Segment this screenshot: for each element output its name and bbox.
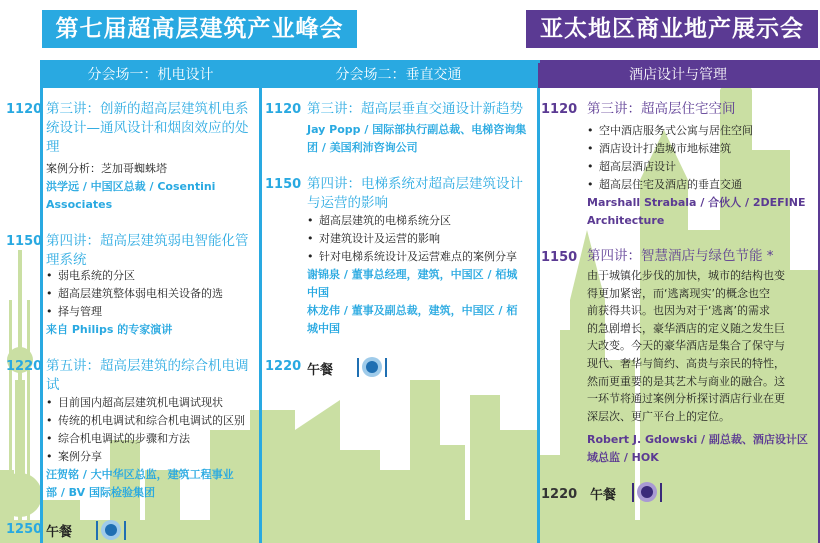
list-item: • 综合机电调试的步骤和方法	[46, 430, 260, 448]
list-item: • 传统的机电调试和综合机电调试的区别	[46, 412, 260, 430]
speaker-info: 汪贺铭 / 大中华区总监，建筑工程事业 部 / BV 国际检验集团	[46, 468, 234, 499]
column-divider	[537, 60, 540, 543]
session-title: 第四讲：电梯系统对超高层建筑设计 与运营的影响	[307, 176, 523, 211]
lunch-label: 午餐	[46, 525, 73, 540]
list-item: • 超高层建筑的电梯系统分区	[307, 212, 537, 230]
plate-and-cutlery-icon	[630, 480, 664, 505]
topic-list	[307, 212, 537, 266]
session-time: 1150	[541, 250, 578, 265]
session-title: 第三讲：超高层住宅空间	[587, 101, 736, 117]
exhibition-banner: 亚太地区商业地产展示会	[526, 10, 818, 48]
list-item: • 弱电系统的分区	[46, 267, 256, 285]
list-item: • 超高层建筑整体弱电相关设备的选	[46, 285, 256, 303]
session-title: 第三讲：超高层垂直交通设计新趋势	[307, 101, 523, 117]
list-item: • 超高层酒店设计	[587, 158, 815, 176]
case-study-label: 案例分析：芝加哥蜘蛛塔	[46, 162, 167, 175]
speaker-info: Jay Popp / 国际部执行副总裁、电梯咨询集 团 / 美国利沛咨询公司	[307, 123, 527, 154]
list-item: • 针对电梯系统设计及运营难点的案例分享	[307, 248, 537, 266]
lunch-label: 午餐	[307, 363, 334, 378]
column-header-mep: 分会场一：机电设计	[42, 63, 259, 88]
topic-list	[46, 267, 256, 321]
speaker-info: 谢锦泉 / 董事总经理，建筑，中国区 / 栢城 中国 林龙伟 / 董事及副总裁，建筑，中国区 / 栢 城中国	[307, 268, 518, 335]
session-time: 1220	[6, 359, 43, 374]
lunch-label: 午餐	[590, 488, 617, 503]
session-title: 第三讲：创新的超高层建筑机电系 统设计—通风设计和烟囱效应的处 理	[46, 101, 249, 155]
list-item: • 目前国内超高层建筑机电调试现状	[46, 394, 260, 412]
session-time: 1120	[541, 102, 578, 117]
speaker-info: Marshall Strabala / 合伙人 / 2DEFINE Architecture	[587, 196, 806, 227]
list-item: • 择与管理	[46, 303, 256, 321]
session-time: 1220	[265, 359, 302, 374]
session-title: 第四讲：智慧酒店与绿色节能 *	[587, 248, 774, 264]
session-time: 1150	[6, 234, 43, 249]
session-time: 1150	[265, 177, 302, 192]
session-time: 1220	[541, 487, 578, 502]
session-title: 第四讲：超高层建筑弱电智能化管 理系统	[46, 233, 249, 268]
session-description: 由于城镇化步伐的加快，城市的结构也变 得更加紧密，而‘逃离现实’的概念也空 前获得共识。也因为对于‘逃离’的需求 的急剧增长，豪华酒店的定义随之发生巨 大改变。今天的豪华酒店是集合了保守与 现代、奢华与简约、高贵与亲民的特性， 然而更重要的是其艺术与商业的融合。这 一环节将通过案例分析探讨酒店行业在更 深层次、更广平台上的定位。	[587, 269, 785, 423]
plate-and-cutlery-icon	[355, 355, 389, 380]
list-item: • 案例分享	[46, 448, 260, 466]
column-header-vertical-transport: 分会场二：垂直交通	[260, 63, 537, 88]
speaker-info: 洪学远 / 中国区总裁 / Cosentini Associates	[46, 180, 216, 211]
list-item: • 超高层住宅及酒店的垂直交通	[587, 176, 815, 194]
speaker-info: Robert J. Gdowski / 副总裁、酒店设计区 域总监 / HOK	[587, 433, 808, 464]
topic-list	[46, 394, 260, 466]
speaker-info: 来自 Philips 的专家演讲	[46, 323, 173, 336]
column-divider	[259, 60, 262, 543]
list-item: • 对建筑设计及运营的影响	[307, 230, 537, 248]
column-divider	[40, 60, 43, 543]
topic-list	[587, 122, 815, 194]
session-time: 1120	[6, 102, 43, 117]
session-title: 第五讲：超高层建筑的综合机电调 试	[46, 358, 249, 393]
list-item: • 酒店设计打造城市地标建筑	[587, 140, 815, 158]
session-time: 1120	[265, 102, 302, 117]
list-item: • 空中酒店服务式公寓与居住空间	[587, 122, 815, 140]
column-header-hotel: 酒店设计与管理	[538, 63, 818, 88]
plate-and-cutlery-icon	[94, 518, 128, 543]
summit-banner: 第七届超高层建筑产业峰会	[42, 10, 357, 48]
session-time: 1250	[6, 522, 43, 537]
